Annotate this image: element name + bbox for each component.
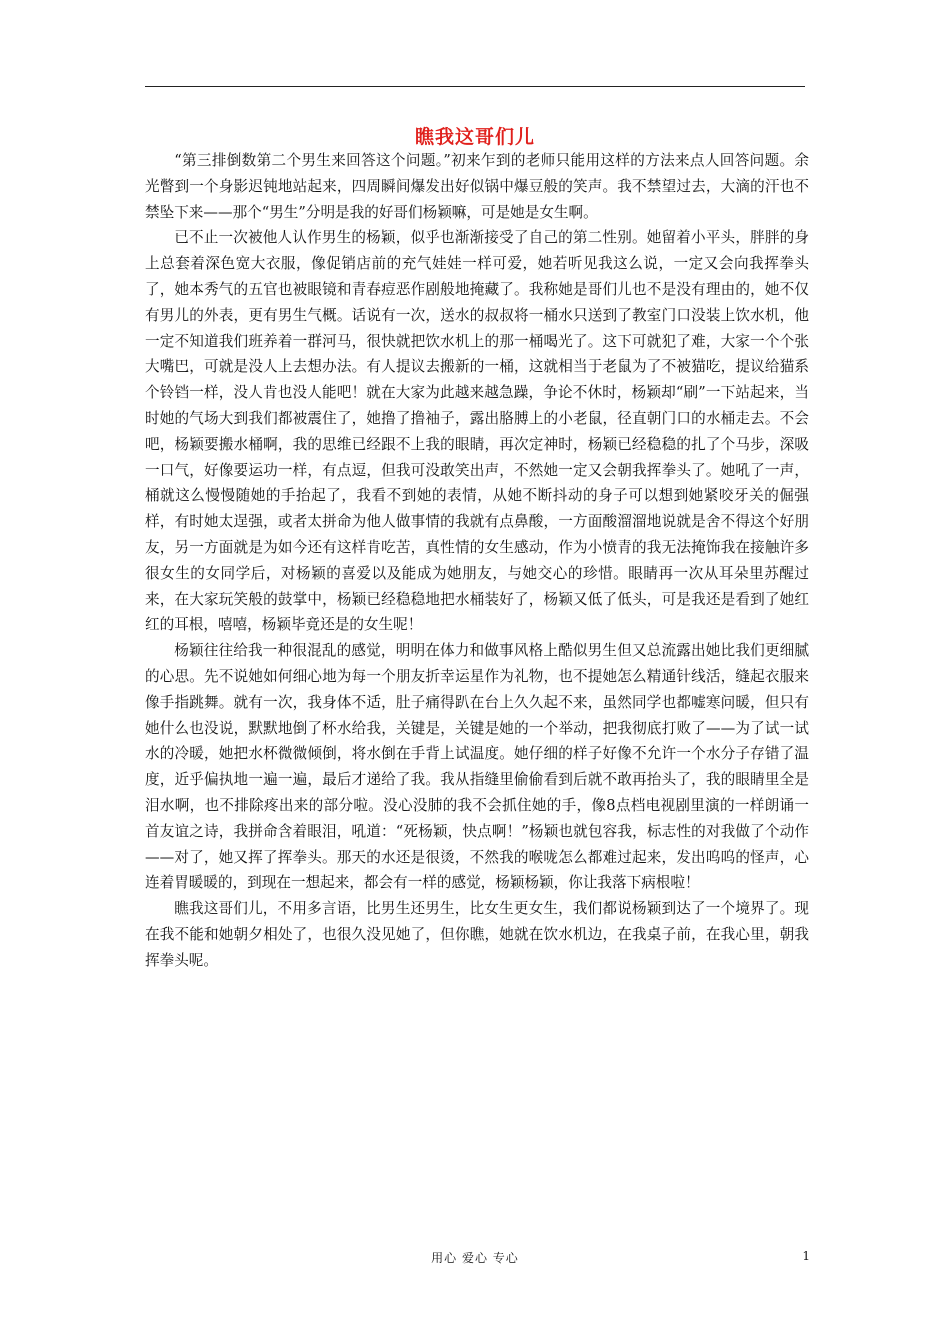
paragraph: 已不止一次被他人认作男生的杨颖，似乎也渐渐接受了自己的第二性别。她留着小平头，胖胖的身上总套着深色宽大衣服，像促销店前的充气娃娃一样可爱，她若听见我这么说，一定又会向我挥拳头了，她本秀气的五官也被眼镜和青春痘恶作剧般地掩藏了。我称她是哥们儿也不是没有理由的，她不仅有男儿的外表，更有男生气概。话说有一次，送水的叔叔将一桶水只送到了教室门口没装上饮水机，他一定不知道我们班养着一群河马，很快就把饮水机上的那一桶喝光了。这下可就犯了难，大家一个个张大嘴巴，可就是没人上去想办法。有人提议去搬新的一桶，这就相当于老鼠为了不被猫吃，提议给猫系个铃铛一样，没人肯也没人能吧！就在大家为此越来越急躁，争论不休时，杨颖却“刷”一下站起来，当时她的气场大到我们都被震住了，她撸了撸袖子，露出胳膊上的小老鼠，径直朝门口的水桶走去。不会吧，杨颖要搬水桶啊，我的思维已经跟不上我的眼睛，再次定神时，杨颖已经稳稳的扎了个马步，深吸一口气，好像要运功一样，有点逗，但我可没敢笑出声，不然她一定又会朝我挥拳头了。她吼了一声，桶就这么慢慢随她的手抬起了，我看不到她的表情，从她不断抖动的身子可以想到她紧咬牙关的倔强样，有时她太逞强，或者太拼命为他人做事情的我就有点鼻酸，一方面酸溜溜地说就是舍不得这个好朋友，另一方面就是为如今还有这样肯吃苦，真性情的女生感动，作为小愤青的我无法掩饰我在接触许多很女生的女同学后，对杨颖的喜爱以及能成为她朋友，与她交心的珍惜。眼睛再一次从耳朵里苏醒过来，在大家玩笑般的鼓掌中，杨颖已经稳稳地把水桶装好了，杨颖又低了低头，可是我还是看到了她红红的耳根，嘻嘻，杨颖毕竟还是的女生呢！ (145, 229, 809, 634)
document-body (145, 148, 809, 974)
paragraph: “第三排倒数第二个男生来回答这个问题。”初来乍到的老师只能用这样的方法来点人回答问题。余光瞥到一个身影迟钝地站起来，四周瞬间爆发出好似锅中爆豆般的笑声。我不禁望过去，大滴的汗也不禁坠下来——那个“男生”分明是我的好哥们杨颖嘛，可是她是女生啊。 (145, 152, 809, 221)
paragraph: 杨颖往往给我一种很混乱的感觉，明明在体力和做事风格上酷似男生但又总流露出她比我们更细腻的心思。先不说她如何细心地为每一个朋友折幸运星作为礼物，也不提她怎么精通针线活，缝起衣服来像手指跳舞。就有一次，我身体不适，肚子痛得趴在台上久久起不来，虽然同学也都嘘寒问暖，但只有她什么也没说，默默地倒了杯水给我，关键是，关键是她的一个举动，把我彻底打败了——为了试一试水的冷暖，她把水杯微微倾倒，将水倒在手背上试温度。她仔细的样子好像不允许一个水分子存错了温度，近乎偏执地一遍一遍，最后才递给了我。我从指缝里偷偷看到后就不敢再抬头了，我的眼睛里全是泪水啊，也不排除疼出来的部分啦。没心没肺的我不会抓住她的手，像8点档电视剧里演的一样朗诵一首友谊之诗，我拼命含着眼泪，吼道：“死杨颖，快点啊！”杨颖也就包容我，标志性的对我做了个动作——对了，她又挥了挥拳头。那天的水还是很烫，不然我的喉咙怎么都难过起来，发出呜呜的怪声，心连着胃暖暖的，到现在一想起来，都会有一样的感觉，杨颖杨颖，你让我落下病根啦！ (145, 642, 809, 892)
paragraph: 瞧我这哥们儿，不用多言语，比男生还男生，比女生更女生，我们都说杨颖到达了一个境界了。现在我不能和她朝夕相处了，也很久没见她了，但你瞧，她就在饮水机边，在我桌子前，在我心里，朝我挥拳头呢。 (145, 900, 809, 969)
header-rule (145, 86, 805, 87)
document-title: 瞧我这哥们儿 (414, 126, 535, 148)
page-number: 1 (802, 1249, 810, 1263)
footer-motto: 用心 爱心 专心 (431, 1251, 519, 1265)
